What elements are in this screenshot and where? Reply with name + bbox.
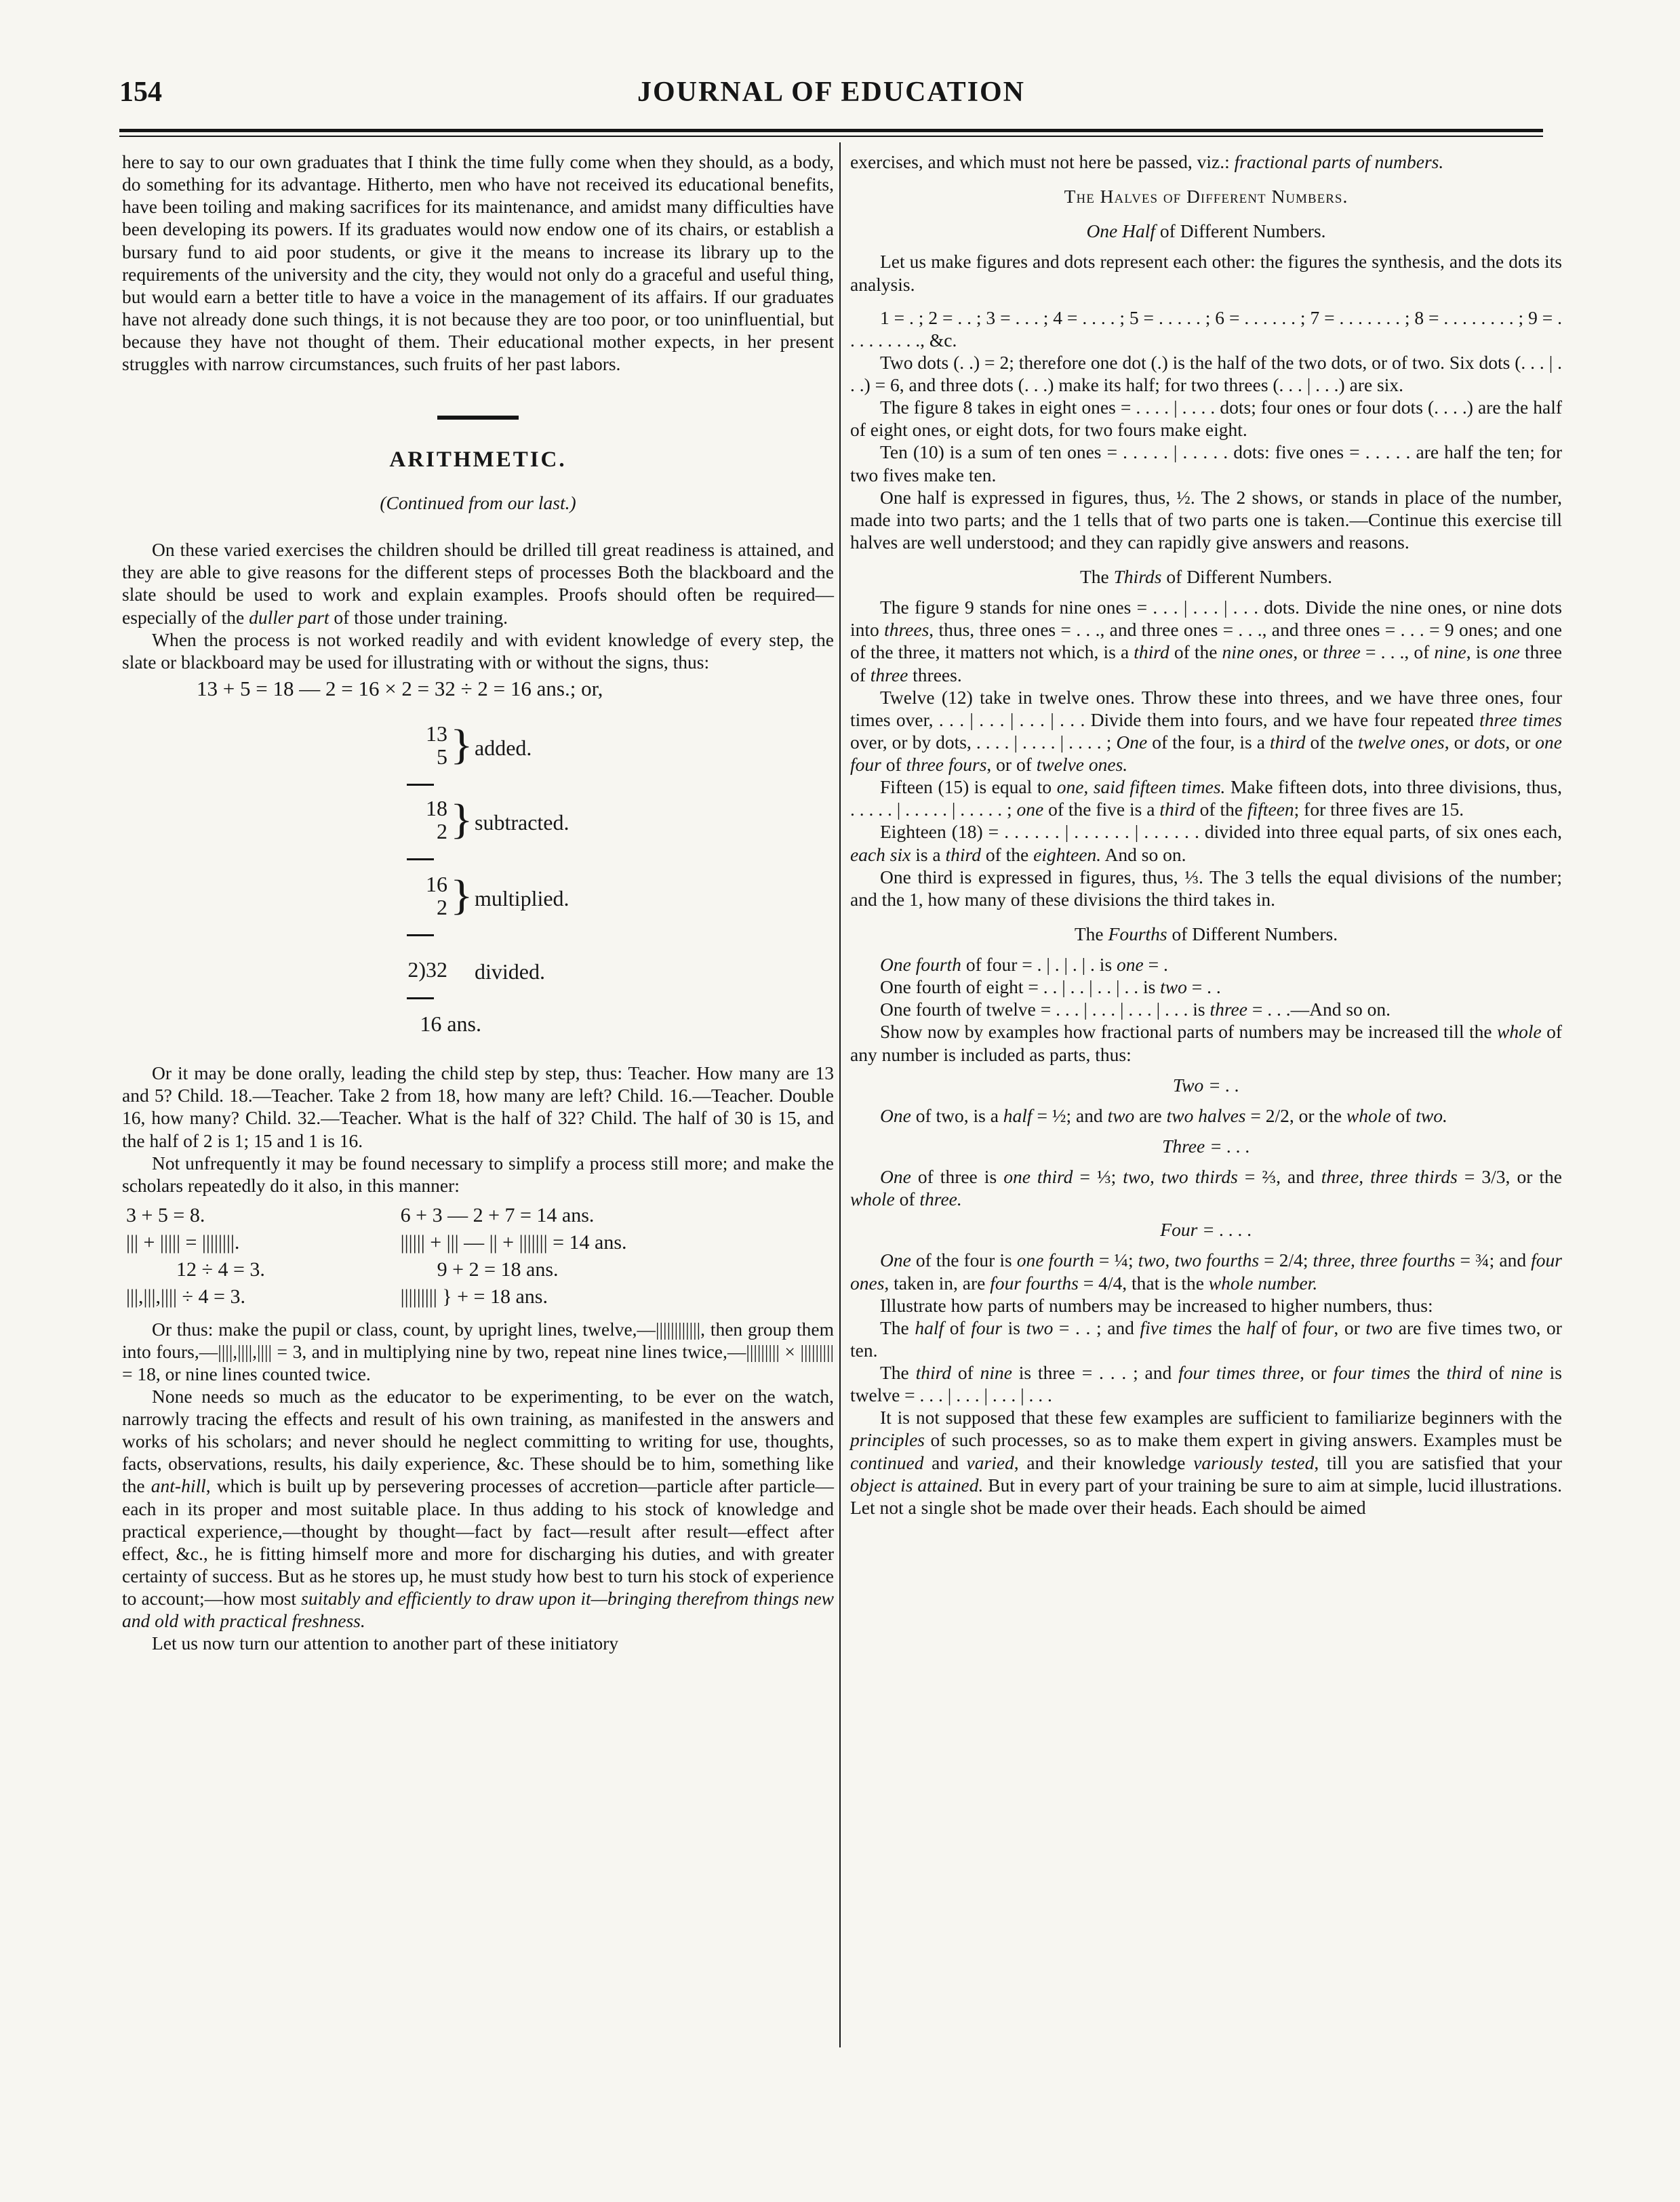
text-run: are xyxy=(1134,1104,1167,1126)
halves-heading: The Halves of Different Numbers. xyxy=(1064,186,1348,207)
text-run: ; for three fives are 15. xyxy=(1294,799,1464,820)
figure-eight-paragraph: The figure 8 takes in eight ones = . . . . | . . . . dots; four ones or four dots (. . . .) are the half of eight ones, or eight dots, for two fours make eight. xyxy=(850,397,1562,441)
emphasis: one xyxy=(1016,799,1044,820)
text-run: is xyxy=(1002,1317,1026,1338)
fourth-of-four xyxy=(850,953,1562,976)
text-run: = ½; and xyxy=(1032,1104,1108,1126)
text-run: of xyxy=(951,1362,980,1383)
text-run: the xyxy=(1410,1362,1447,1383)
emphasis: One xyxy=(880,1249,911,1271)
emphasis: principles xyxy=(850,1429,925,1451)
ten-paragraph: Ten (10) is a sum of ten ones = . . . . . | . . . . . dots: five ones = . . . . . are half the ten; for two fives make ten. xyxy=(850,441,1562,485)
two-display: Two = . . xyxy=(1172,1074,1240,1096)
emphasis: nine xyxy=(1511,1362,1543,1383)
operation-bar xyxy=(407,784,434,786)
graduates-paragraph: here to say to our own graduates that I think the time fully come when they should, as a body, do something for its advantage. Hitherto, men who have not received its educational benefits, have been toiling and making sacrifices for its maintenance, and amidst many difficulties have been developing its powers. If its graduates would now endow one of its chairs, or establish a bursary fund to aid poor students, or give it the means to increase its library up to the requirements of the university and the city, they would not only do a graceful and useful thing, but would earn a better title to have a voice in the management of its affairs. If our graduates have not already done such things, it is not because they are too poor, or too uninfluential, but because they have not thought of them. Their educational mother expects, in her present struggles with narrow circumstances, such fruits of her past labors. xyxy=(122,151,834,375)
emphasis: two xyxy=(1365,1317,1393,1338)
emphasis: one four xyxy=(850,731,1562,775)
operation-bar xyxy=(407,997,434,999)
operation-label: subtracted. xyxy=(475,810,569,835)
text-run: None needs so much as the educator to be experimenting, to be ever on the watch, narrowly tracing the effects and result of his own training, as manifested in the answers and works of his scholars; and never should he neglect committing to writing for use, thoughts, facts, observations, results, his daily experience, &c. These should be to him, something like the xyxy=(122,1385,834,1497)
half-of-four-paragraph xyxy=(850,1317,1562,1361)
text-run: of those under training. xyxy=(329,606,508,628)
text-run: , which is built up by persevering processes of accretion—particle after particle—each in its proper and most suitable place. In thus adding to his stock of knowledge and practical experience,—thought by thought—fact by fact—result after result—effect after effect, &c., he is fitting himself more and more for discharging his duties, and with greater certainty of success. But as he stores up, he must study how best to turn his stock of experience to account;—how most xyxy=(122,1475,834,1609)
text-run: One fourth of twelve = . . . | . . . | . . . | . . . is xyxy=(880,999,1210,1020)
page-header xyxy=(119,73,1543,121)
emphasis: half xyxy=(1246,1317,1276,1338)
emphasis: One xyxy=(880,1104,911,1126)
text-run: The figure 9 stands for nine ones = . . . | . . . | . . . dots. Divide the nine ones, or nine dots into xyxy=(850,597,1562,641)
text-run: Eighteen (18) = . . . . . . | . . . . . . | . . . . . . divided into three equal parts, of six ones each, xyxy=(880,821,1562,843)
upright-lines-paragraph: Or thus: make the pupil or class, count, by upright lines, twelve,—||||||||||||, then group them into fours,—||||,||||,|||| = 3, and in multiplying nine by two, repeat nine lines twice,—||||||||| × ||||||||| = 18, or nine lines counted twice. xyxy=(122,1318,834,1384)
text-run: of the xyxy=(1195,799,1247,820)
four-display: Four = . . . . xyxy=(1160,1219,1252,1241)
text-run: = . . .—And so on. xyxy=(1247,999,1391,1020)
nine-paragraph xyxy=(850,596,1562,686)
text-run: , or of xyxy=(986,754,1037,775)
text-run: of the xyxy=(1169,641,1222,663)
illustrate-paragraph: Illustrate how parts of numbers may be increased to higher numbers, thus: xyxy=(880,1294,1433,1316)
emphasis: three fours xyxy=(906,754,987,775)
eighteen-paragraph xyxy=(850,820,1562,865)
text-run: The xyxy=(1080,566,1114,587)
text-run: three of xyxy=(850,641,1562,685)
brace-glyph: } xyxy=(450,721,473,769)
educator-paragraph xyxy=(122,1385,834,1632)
emphasis: Fourths xyxy=(1108,923,1167,944)
emphasis: twelve ones xyxy=(1358,731,1445,753)
text-run: of Different Numbers. xyxy=(1155,220,1326,242)
text-run: is a xyxy=(911,843,946,865)
text-run: of three is xyxy=(911,1166,1004,1187)
operand: 18 xyxy=(426,796,447,821)
text-run: is three = . . . ; and xyxy=(1012,1362,1179,1383)
text-run: = . xyxy=(1143,954,1168,975)
left-column xyxy=(122,151,834,1654)
page-number: 154 xyxy=(119,77,162,108)
emphasis: one xyxy=(1117,954,1144,975)
text-run: of four = . | . | . | . is xyxy=(961,954,1117,975)
text-run: = . . xyxy=(1186,976,1221,998)
header-rule-thin xyxy=(119,136,1543,137)
exercises-paragraph xyxy=(122,538,834,628)
operand: 16 xyxy=(426,872,447,897)
text-run: of any number is included as parts, thus: xyxy=(850,1021,1562,1065)
tally-cell: ||||||||| } + = 18 ans. xyxy=(400,1285,548,1308)
emphasis: third xyxy=(1446,1362,1482,1383)
emphasis: ant-hill xyxy=(151,1475,206,1497)
text-run: = ⅓; xyxy=(1073,1166,1123,1187)
text-run: = . . ; and xyxy=(1053,1317,1140,1338)
emphasis: half xyxy=(915,1317,944,1338)
emphasis: third xyxy=(915,1362,952,1383)
emphasis: varied xyxy=(966,1452,1014,1473)
emphasis: One xyxy=(1116,731,1148,753)
figures-dots-paragraph: Let us make figures and dots represent each other: the figures the synthesis, and the dots its analysis. xyxy=(850,251,1562,295)
text-run: of such processes, so as to make them expert in giving answers. Examples must be xyxy=(925,1429,1562,1451)
text-run: = ⅔, and xyxy=(1237,1166,1321,1187)
text-run: But in every part of your training be sure to aim at simple, lucid illustrations. Let not a single shot be made over their heads. Each should be aimed xyxy=(850,1474,1562,1518)
text-run: , or xyxy=(1444,731,1475,753)
emphasis: five times xyxy=(1140,1317,1212,1338)
tally-row xyxy=(122,1229,834,1256)
process-paragraph: When the process is not worked readily and with evident knowledge of every step, the slate or blackboard may be used for illustrating with or without the signs, thus: xyxy=(122,628,834,673)
text-run: , or xyxy=(1334,1317,1366,1338)
three-display: Three = . . . xyxy=(1162,1135,1250,1157)
text-run: On these varied exercises the children should be drilled till great readiness is attained, and they are able to give reasons for the different steps of processes Both the blackboard and the slate should be used to work and explain examples. Proofs should often be required—especially of the xyxy=(122,539,834,628)
result: 16 ans. xyxy=(420,1012,481,1037)
emphasis: third xyxy=(1159,799,1195,820)
header-rule-thick xyxy=(119,129,1543,132)
simplify-paragraph: Not unfrequently it may be found necessary to simplify a process still more; and make the scholars repeatedly do it also, in this manner: xyxy=(122,1152,834,1196)
emphasis: half xyxy=(1003,1104,1033,1126)
text-run: , taken in, are xyxy=(884,1272,991,1294)
text-run: exercises, and which must not here be passed, viz.: xyxy=(850,151,1235,172)
oral-paragraph: Or it may be done orally, leading the child step by step, thus: Teacher. How many are 13 and 5? Child. 18.—Teacher. Take 2 from 18, how many are left? Child. 16.—Teacher. Double 16, how many? Child. 32.—Teacher. What is the half of 32? Child. The half of 30 is 15, and the half of 2 is 1; 15 and 1 is 16. xyxy=(122,1062,834,1151)
text-run: It is not supposed that these few examples are sufficient to familiarize beginners with the xyxy=(880,1407,1562,1428)
text-run: of the xyxy=(981,843,1034,865)
emphasis: nine ones xyxy=(1222,641,1294,663)
text-run: = ¾; and xyxy=(1455,1249,1532,1271)
emphasis: One fourth xyxy=(880,954,961,975)
emphasis: one, said fifteen times. xyxy=(1056,776,1226,798)
emphasis: One Half xyxy=(1086,220,1156,242)
one-half-expressed-paragraph: One half is expressed in figures, thus, ½. The 2 shows, or stands in place of the number, made into two parts; and the 1 tells that of two parts one is taken.—Continue this exercise till halves are well understood; and they can rapidly give answers and reasons. xyxy=(850,486,1562,553)
brace-glyph: } xyxy=(450,872,473,919)
text-run: of the four is xyxy=(911,1249,1017,1271)
emphasis: three xyxy=(1323,641,1361,663)
vertical-arithmetic xyxy=(122,709,834,1062)
emphasis: threes xyxy=(884,619,929,641)
emphasis: each six xyxy=(850,843,911,865)
tally-cell: 3 + 5 = 8. xyxy=(126,1203,205,1226)
emphasis: nine xyxy=(1434,641,1466,663)
emphasis: four times three xyxy=(1178,1362,1300,1383)
text-run: Fifteen (15) is equal to xyxy=(880,776,1057,798)
emphasis: continued xyxy=(850,1452,924,1473)
operation-label: multiplied. xyxy=(475,886,569,911)
text-run: The xyxy=(880,1317,915,1338)
emphasis: whole xyxy=(1496,1021,1542,1043)
text-run: , or xyxy=(1505,731,1536,753)
fifteen-paragraph xyxy=(850,776,1562,820)
section-title: ARITHMETIC. xyxy=(389,447,567,473)
emphasis: suitably and efficiently to draw upon it—bringing therefrom things new and old with practical freshness. xyxy=(122,1588,834,1632)
text-run: = ¼; xyxy=(1094,1249,1138,1271)
thirds-heading xyxy=(850,565,1562,588)
emphasis: three, three fourths xyxy=(1313,1249,1456,1271)
emphasis: two. xyxy=(1416,1104,1447,1126)
third-of-nine-paragraph xyxy=(850,1361,1562,1406)
journal-title: JOURNAL OF EDUCATION xyxy=(637,77,1026,108)
tally-cell: 12 ÷ 4 = 3. xyxy=(176,1258,265,1281)
one-third-expressed-paragraph: One third is expressed in figures, thus, ⅓. The 3 tells the equal divisions of the number; and the 1, how many of these divisions the third takes in. xyxy=(850,866,1562,910)
operation-label: added. xyxy=(475,736,532,761)
emphasis: third xyxy=(1270,731,1306,753)
emphasis: four ones xyxy=(850,1249,1562,1294)
text-run: of the four, is a xyxy=(1147,731,1270,753)
operation-label: divided. xyxy=(475,959,545,984)
text-run: of the five is a xyxy=(1043,799,1160,820)
emphasis: duller part xyxy=(249,606,329,628)
emphasis: one xyxy=(1493,641,1520,663)
one-of-four-paragraph xyxy=(850,1249,1562,1294)
text-run: and xyxy=(923,1452,967,1473)
text-run: One fourth of eight = . . | . . | . . | . . is xyxy=(880,976,1161,998)
emphasis: three times xyxy=(1479,708,1562,730)
emphasis: two halves xyxy=(1166,1104,1246,1126)
emphasis: four times xyxy=(1333,1362,1411,1383)
emphasis: nine xyxy=(980,1362,1012,1383)
show-examples-paragraph xyxy=(850,1020,1562,1065)
emphasis: fractional parts of numbers. xyxy=(1234,151,1444,172)
section-separator xyxy=(437,416,519,420)
text-run: of Different Numbers. xyxy=(1161,566,1332,587)
emphasis: eighteen. xyxy=(1033,843,1102,865)
emphasis: variously tested xyxy=(1193,1452,1315,1473)
tally-examples xyxy=(122,1202,834,1311)
emphasis: two xyxy=(1026,1317,1054,1338)
one-of-two-paragraph xyxy=(850,1104,1562,1127)
text-run: = 3/3, or the xyxy=(1457,1166,1562,1187)
text-run: of the xyxy=(1305,731,1359,753)
twelve-paragraph xyxy=(850,686,1562,776)
text-run: = 4/4, that is the xyxy=(1078,1272,1209,1294)
fourth-of-twelve xyxy=(850,998,1562,1020)
emphasis: object is attained. xyxy=(850,1474,984,1496)
text-run: of Different Numbers. xyxy=(1167,923,1338,944)
text-run: the xyxy=(1212,1317,1247,1338)
tally-cell: |||,|||,|||| ÷ 4 = 3. xyxy=(126,1285,245,1308)
emphasis: dots xyxy=(1474,731,1506,753)
emphasis: whole xyxy=(1346,1104,1391,1126)
operand: 2 xyxy=(437,819,447,844)
emphasis: four xyxy=(971,1317,1003,1338)
text-run: , and their knowledge xyxy=(1014,1452,1194,1473)
emphasis: three xyxy=(1209,999,1247,1020)
text-run: Show now by examples how fractional parts of numbers may be increased till the xyxy=(880,1021,1497,1043)
turn-attention-paragraph: Let us now turn our attention to another part of these initiatory xyxy=(152,1633,619,1654)
tally-cell: |||||| + ||| — || + ||||||| = 14 ans. xyxy=(400,1231,627,1254)
text-run: Make fifteen dots, into three divisions, thus, . . . . . | . . . . . | . . . . . ; xyxy=(850,776,1562,820)
text-run: , or xyxy=(1300,1362,1334,1383)
emphasis: two, two fourths xyxy=(1138,1249,1260,1271)
operand: 5 xyxy=(437,744,447,769)
emphasis: whole number. xyxy=(1208,1272,1318,1294)
emphasis: Thirds xyxy=(1113,566,1162,587)
fractional-intro xyxy=(850,151,1562,173)
operand: 2 xyxy=(437,895,447,920)
emphasis: three xyxy=(870,664,908,685)
operation-bar xyxy=(407,934,434,936)
emphasis: whole xyxy=(850,1188,895,1210)
tally-cell: 9 + 2 = 18 ans. xyxy=(437,1258,559,1281)
text-run: And so on. xyxy=(1101,843,1186,865)
brace-glyph: } xyxy=(450,796,473,843)
text-run: of xyxy=(1391,1104,1416,1126)
not-supposed-paragraph xyxy=(850,1406,1562,1519)
right-column xyxy=(850,151,1562,1519)
text-run: , is xyxy=(1466,641,1494,663)
operand: 2)32 xyxy=(407,957,447,982)
text-run: of xyxy=(1275,1317,1303,1338)
text-run: of xyxy=(894,1188,920,1210)
fourths-heading xyxy=(850,923,1562,945)
emphasis: third xyxy=(1134,641,1169,663)
text-run: is twelve = . . . | . . . | . . . | . . . xyxy=(850,1362,1563,1406)
text-run: threes. xyxy=(908,664,962,685)
emphasis: four fourths xyxy=(990,1272,1079,1294)
text-run: = 2/4; xyxy=(1259,1249,1313,1271)
text-run: over, or by dots, . . . . | . . . . | . . . . ; xyxy=(850,731,1117,753)
text-run: = 2/2, or the xyxy=(1245,1104,1346,1126)
emphasis: two, two thirds xyxy=(1123,1166,1238,1187)
emphasis: four xyxy=(1302,1317,1334,1338)
spacer xyxy=(850,296,1562,306)
emphasis: fifteen xyxy=(1247,799,1294,820)
emphasis: one fourth xyxy=(1016,1249,1094,1271)
text-run: of xyxy=(944,1317,972,1338)
text-run: of two, is a xyxy=(911,1104,1003,1126)
one-half-heading xyxy=(850,220,1562,242)
column-divider xyxy=(839,142,841,2047)
text-run: of xyxy=(881,754,906,775)
emphasis: One xyxy=(880,1166,911,1187)
emphasis: twelve ones. xyxy=(1036,754,1128,775)
tally-row xyxy=(122,1256,834,1283)
operand: 13 xyxy=(426,721,447,746)
tally-row xyxy=(122,1202,834,1229)
tally-cell: ||| + ||||| = ||||||||. xyxy=(126,1231,240,1254)
text-run: , till you are satisfied that your xyxy=(1314,1452,1563,1473)
text-run: , thus, three ones = . . ., and three ones = . . ., and three ones = . . . = 9 ones; and one of the three, it matters not which, is a xyxy=(850,619,1563,663)
text-run: The xyxy=(880,1362,916,1383)
text-run: , or xyxy=(1293,641,1323,663)
emphasis: two xyxy=(1107,1104,1135,1126)
emphasis: third xyxy=(945,843,981,865)
emphasis: one third xyxy=(1003,1166,1073,1187)
operation-bar xyxy=(407,858,434,860)
emphasis: two xyxy=(1160,976,1187,998)
text-run: Twelve (12) take in twelve ones. Throw these into threes, and we have three ones, four times over, . . . | . . . | . . . | . . . Divide them into fours, and we have four repeated xyxy=(850,686,1562,730)
emphasis: three. xyxy=(919,1188,962,1210)
equation-line: 13 + 5 = 18 — 2 = 16 × 2 = 32 ÷ 2 = 16 ans.; or, xyxy=(197,676,603,700)
emphasis: three, three thirds xyxy=(1321,1166,1458,1187)
tally-cell: 6 + 3 — 2 + 7 = 14 ans. xyxy=(400,1203,595,1226)
text-run: = . . ., of xyxy=(1360,641,1435,663)
text-run: of xyxy=(1481,1362,1511,1383)
two-dots-paragraph: Two dots (. .) = 2; therefore one dot (.) is the half of the two dots, or of two. Six dots (. . . | . . .) = 6, and three dots (. . .) make its half; for two threes (. . . | . . .) are six. xyxy=(850,351,1562,395)
fourth-of-eight xyxy=(850,976,1562,998)
text-run: The xyxy=(1074,923,1108,944)
one-of-three-paragraph xyxy=(850,1165,1562,1210)
continued-note: (Continued from our last.) xyxy=(380,492,576,513)
dots-sequence: 1 = . ; 2 = . . ; 3 = . . . ; 4 = . . . . ; 5 = . . . . . ; 6 = . . . . . . ; 7 = . . . . . . . ; 8 = . . . . . . . . ; 9 = . . . . . . . . ., &c. xyxy=(850,306,1562,351)
tally-row xyxy=(122,1283,834,1310)
text-run: are five times two, or ten. xyxy=(850,1317,1562,1361)
